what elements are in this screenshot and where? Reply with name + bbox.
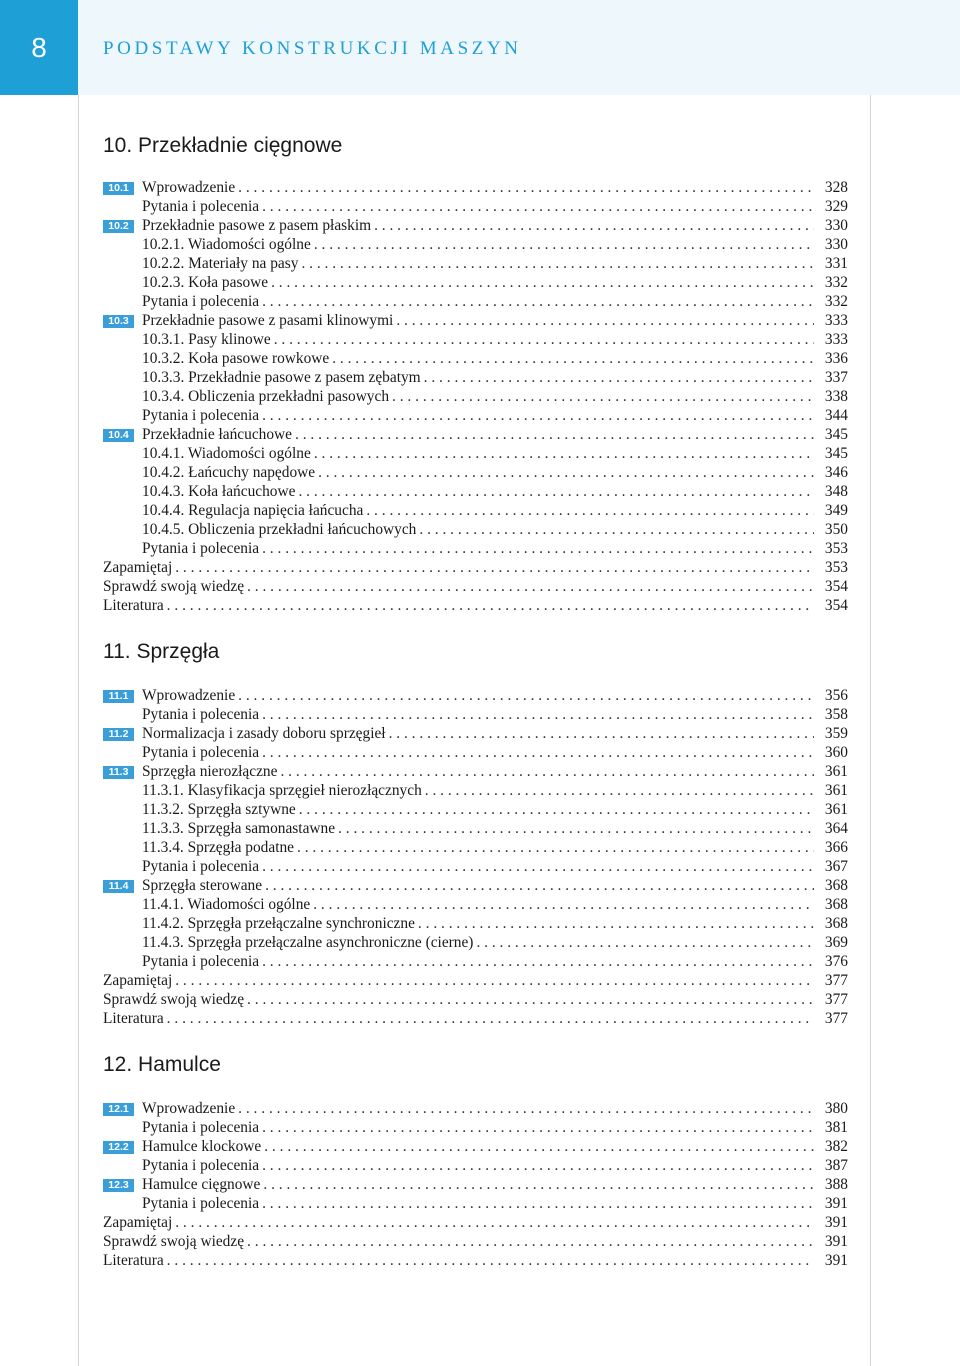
toc-entry-text: Pytania i polecenia <box>142 1195 260 1212</box>
toc-entry-text: 11.4.1. Wiadomości ogólne <box>142 896 311 913</box>
toc-entry[interactable] <box>103 933 848 952</box>
toc-entry[interactable] <box>103 425 848 444</box>
toc-entry-label <box>142 762 277 781</box>
toc-page-number: 353 <box>824 540 848 557</box>
toc-entry-text: Pytania i polecenia <box>142 1119 260 1136</box>
toc-page-number: 345 <box>824 445 848 462</box>
toc-entry[interactable] <box>103 1213 848 1232</box>
dot-leader <box>175 1213 814 1232</box>
toc-page-number: 348 <box>824 483 848 500</box>
toc-entry[interactable] <box>103 1137 848 1156</box>
toc-entry[interactable] <box>103 876 848 895</box>
chapter-title: 12. Hamulce <box>103 1053 221 1076</box>
dot-leader <box>262 1118 814 1137</box>
toc-page-number: 345 <box>824 426 848 443</box>
dot-leader <box>247 577 814 596</box>
toc-entry-label <box>103 539 259 558</box>
toc-entry[interactable] <box>103 990 848 1009</box>
toc-page-number: 376 <box>824 953 848 970</box>
toc-entry[interactable] <box>103 273 848 292</box>
toc-entry-text: 10.4.4. Regulacja napięcia łańcucha <box>142 502 364 519</box>
dot-leader <box>301 254 814 273</box>
toc-entry-text: Pytania i polecenia <box>142 293 260 310</box>
toc-entry-text: 10.3.1. Pasy klinowe <box>142 331 271 348</box>
dot-leader <box>175 971 814 990</box>
toc-entry-text: 11.4.3. Sprzęgła przełączalne asynchroniczne (cierne) <box>142 934 474 951</box>
section-number-badge: 10.3 <box>103 315 134 328</box>
toc-page-number: 382 <box>824 1138 848 1155</box>
toc-entry-label <box>142 1099 235 1118</box>
toc-entry-text: 10.4.3. Koła łańcuchowe <box>142 483 296 500</box>
toc-entry-text: 11.3.1. Klasyfikacja sprzęgieł nierozłącznych <box>142 782 422 799</box>
dot-leader <box>167 596 814 615</box>
left-margin-rule <box>78 95 79 1366</box>
toc-page-number: 361 <box>824 763 848 780</box>
toc-entry-text: Pytania i polecenia <box>142 1157 260 1174</box>
toc-entry-text: Literatura <box>103 597 164 614</box>
toc-entry[interactable] <box>103 501 848 520</box>
dot-leader <box>175 558 814 577</box>
toc-entry[interactable] <box>103 482 848 501</box>
dot-leader <box>167 1009 814 1028</box>
toc-entry-text: 11.4.2. Sprzęgła przełączalne synchroniczne <box>142 915 415 932</box>
dot-leader <box>396 311 814 330</box>
section-number-badge: 10.2 <box>103 220 134 233</box>
toc-entry-label <box>103 1009 164 1028</box>
toc-entry-text: Przekładnie pasowe z pasami klinowymi <box>142 312 394 329</box>
toc-entry-label <box>142 178 235 197</box>
toc-entry-label <box>103 1251 164 1270</box>
toc-entry[interactable] <box>103 596 848 615</box>
section-number-badge: 12.3 <box>103 1179 134 1192</box>
toc-page-number: 361 <box>824 801 848 818</box>
toc-entry[interactable] <box>103 705 848 724</box>
toc-page-number: 330 <box>824 217 848 234</box>
toc-page-number: 369 <box>824 934 848 951</box>
dot-leader <box>419 520 814 539</box>
toc-entry[interactable] <box>103 1194 848 1213</box>
toc-entry-text: Przekładnie łańcuchowe <box>142 426 292 443</box>
dot-leader <box>262 857 814 876</box>
toc-entry[interactable] <box>103 520 848 539</box>
dot-leader <box>314 235 814 254</box>
dot-leader <box>264 1137 814 1156</box>
toc-page-number: 377 <box>824 1010 848 1027</box>
dot-leader <box>263 1175 814 1194</box>
dot-leader <box>297 838 814 857</box>
toc-entry-text: Wprowadzenie <box>142 1100 236 1117</box>
toc-entry-label <box>103 990 244 1009</box>
running-title: PODSTAWY KONSTRUKCJI MASZYN <box>103 38 522 59</box>
toc-page-number: 332 <box>824 274 848 291</box>
toc-entry[interactable] <box>103 1251 848 1270</box>
toc-entry[interactable] <box>103 1009 848 1028</box>
toc-entry[interactable] <box>103 539 848 558</box>
toc-entry[interactable] <box>103 463 848 482</box>
toc-entry-text: Zapamiętaj <box>103 972 173 989</box>
toc-entry-label <box>103 349 329 368</box>
dot-leader <box>262 1156 814 1175</box>
dot-leader <box>262 539 814 558</box>
toc-entry-label <box>142 686 235 705</box>
toc-entry[interactable] <box>103 558 848 577</box>
section-number-badge: 11.3 <box>103 766 134 779</box>
toc-page-number: 344 <box>824 407 848 424</box>
toc-entry[interactable] <box>103 857 848 876</box>
toc-entry[interactable] <box>103 444 848 463</box>
toc-page-number: 354 <box>824 597 848 614</box>
toc-entry-label <box>103 895 310 914</box>
toc-entry-text: Pytania i polecenia <box>142 706 260 723</box>
dot-leader <box>262 197 814 216</box>
table-of-contents <box>103 128 848 1270</box>
chapter-section <box>103 128 848 615</box>
toc-entry[interactable] <box>103 914 848 933</box>
toc-entry-text: 10.3.3. Przekładnie pasowe z pasem zębatym <box>142 369 421 386</box>
toc-entry[interactable] <box>103 1232 848 1251</box>
dot-leader <box>262 952 814 971</box>
toc-entry-label <box>103 330 271 349</box>
toc-entry-label <box>103 368 421 387</box>
toc-entry[interactable] <box>103 254 848 273</box>
toc-entry[interactable] <box>103 819 848 838</box>
toc-entry-text: 10.4.5. Obliczenia przekładni łańcuchowych <box>142 521 417 538</box>
dot-leader <box>265 876 814 895</box>
toc-entry-text: Sprzęgła sterowane <box>142 877 263 894</box>
dot-leader <box>389 724 814 743</box>
toc-entry[interactable] <box>103 1118 848 1137</box>
dot-leader <box>262 406 814 425</box>
toc-entry-label <box>103 705 259 724</box>
toc-entry-text: 10.3.2. Koła pasowe rowkowe <box>142 350 330 367</box>
toc-page-number: 391 <box>824 1252 848 1269</box>
toc-page-number: 333 <box>824 312 848 329</box>
toc-entry-label <box>103 857 259 876</box>
toc-page-number: 353 <box>824 559 848 576</box>
dot-leader <box>167 1251 814 1270</box>
toc-entry[interactable] <box>103 743 848 762</box>
toc-entry-label <box>142 311 393 330</box>
toc-entry-label <box>103 558 172 577</box>
toc-page-number: 361 <box>824 782 848 799</box>
toc-page-number: 391 <box>824 1233 848 1250</box>
toc-page-number: 331 <box>824 255 848 272</box>
toc-page-number: 350 <box>824 521 848 538</box>
toc-page-number: 366 <box>824 839 848 856</box>
toc-entry-label <box>103 1232 244 1251</box>
dot-leader <box>238 178 814 197</box>
toc-entry-text: Sprawdź swoją wiedzę <box>103 1233 245 1250</box>
toc-entry[interactable] <box>103 800 848 819</box>
toc-page-number: 388 <box>824 1176 848 1193</box>
toc-entry[interactable] <box>103 311 848 330</box>
toc-page-number: 368 <box>824 915 848 932</box>
dot-leader <box>295 425 814 444</box>
toc-page-number: 360 <box>824 744 848 761</box>
toc-entry-label <box>103 501 363 520</box>
page-number: 8 <box>31 31 47 63</box>
toc-entry-text: 10.2.2. Materiały na pasy <box>142 255 299 272</box>
toc-page-number: 336 <box>824 350 848 367</box>
toc-page-number: 337 <box>824 369 848 386</box>
toc-entry-text: Sprzęgła nierozłączne <box>142 763 278 780</box>
toc-entry-label <box>142 1175 260 1194</box>
toc-entry-text: Wprowadzenie <box>142 687 236 704</box>
toc-entry-label <box>103 463 315 482</box>
toc-entry[interactable] <box>103 577 848 596</box>
toc-page-number: 333 <box>824 331 848 348</box>
toc-entry-label <box>103 933 473 952</box>
toc-entry-text: Zapamiętaj <box>103 559 173 576</box>
dot-leader <box>238 1099 814 1118</box>
dot-leader <box>476 933 814 952</box>
chapter-title: 10. Przekładnie cięgnowe <box>103 134 343 157</box>
chapter-section <box>103 634 848 1028</box>
toc-entry-label <box>103 482 295 501</box>
toc-page-number: 391 <box>824 1214 848 1231</box>
toc-entry-label <box>103 1156 259 1175</box>
toc-entry[interactable] <box>103 781 848 800</box>
toc-entry-text: Literatura <box>103 1010 164 1027</box>
right-margin-rule <box>870 95 871 1366</box>
toc-entry[interactable] <box>103 952 848 971</box>
toc-entry-text: Pytania i polecenia <box>142 858 260 875</box>
section-number-badge: 12.2 <box>103 1141 134 1154</box>
toc-entry-label <box>103 952 259 971</box>
toc-entry-label <box>103 577 244 596</box>
dot-leader <box>314 444 814 463</box>
toc-entry-text: Wprowadzenie <box>142 179 236 196</box>
toc-page-number: 368 <box>824 877 848 894</box>
toc-entry-label <box>142 876 262 895</box>
dot-leader <box>271 273 814 292</box>
toc-entry[interactable] <box>103 292 848 311</box>
toc-entry-label <box>103 273 268 292</box>
dot-leader <box>262 292 814 311</box>
toc-page-number: 377 <box>824 991 848 1008</box>
dot-leader <box>238 686 814 705</box>
toc-entry[interactable] <box>103 197 848 216</box>
section-number-badge: 11.1 <box>103 690 134 703</box>
toc-page-number: 391 <box>824 1195 848 1212</box>
toc-entry-label <box>142 1137 261 1156</box>
toc-entry-text: Pytania i polecenia <box>142 407 260 424</box>
section-number-badge: 10.4 <box>103 429 134 442</box>
toc-entry-text: Hamulce klockowe <box>142 1138 262 1155</box>
dot-leader <box>338 819 814 838</box>
chapter-section <box>103 1047 848 1270</box>
dot-leader <box>298 482 814 501</box>
toc-page-number: 349 <box>824 502 848 519</box>
toc-page-number: 367 <box>824 858 848 875</box>
toc-page-number: 356 <box>824 687 848 704</box>
toc-page-number: 338 <box>824 388 848 405</box>
toc-entry[interactable] <box>103 838 848 857</box>
dot-leader <box>425 781 814 800</box>
toc-entry[interactable] <box>103 216 848 235</box>
toc-entry-text: Pytania i polecenia <box>142 198 260 215</box>
page-number-box <box>0 0 78 95</box>
toc-entry-label <box>103 1213 172 1232</box>
toc-entry-label <box>103 838 294 857</box>
toc-entry-label <box>103 914 415 933</box>
dot-leader <box>392 387 814 406</box>
toc-entry-label <box>103 819 335 838</box>
toc-page-number: 380 <box>824 1100 848 1117</box>
chapter-title: 11. Sprzęgła <box>103 640 220 663</box>
section-number-badge: 11.2 <box>103 728 134 741</box>
toc-page-number: 332 <box>824 293 848 310</box>
dot-leader <box>318 463 814 482</box>
toc-page-number: 330 <box>824 236 848 253</box>
toc-entry-text: Pytania i polecenia <box>142 540 260 557</box>
toc-entry-text: Sprawdź swoją wiedzę <box>103 991 245 1008</box>
toc-entry[interactable] <box>103 1175 848 1194</box>
toc-entry-label <box>103 1118 259 1137</box>
toc-page-number: 364 <box>824 820 848 837</box>
dot-leader <box>299 800 814 819</box>
toc-entry[interactable] <box>103 686 848 705</box>
dot-leader <box>247 1232 814 1251</box>
toc-entry-text: Pytania i polecenia <box>142 744 260 761</box>
section-number-badge: 11.4 <box>103 880 134 893</box>
toc-page-number: 359 <box>824 725 848 742</box>
section-number-badge: 12.1 <box>103 1103 134 1116</box>
toc-entry-label <box>103 743 259 762</box>
toc-entry-label <box>103 596 164 615</box>
toc-entry-text: 10.3.4. Obliczenia przekładni pasowych <box>142 388 390 405</box>
dot-leader <box>247 990 814 1009</box>
toc-page-number: 387 <box>824 1157 848 1174</box>
dot-leader <box>374 216 814 235</box>
toc-page-number: 328 <box>824 179 848 196</box>
toc-entry-label <box>103 781 422 800</box>
toc-page-number: 354 <box>824 578 848 595</box>
toc-entry[interactable] <box>103 762 848 781</box>
section-number-badge: 10.1 <box>103 182 134 195</box>
toc-entry-text: Przekładnie pasowe z pasem płaskim <box>142 217 372 234</box>
toc-entry-label <box>103 800 296 819</box>
toc-entry[interactable] <box>103 178 848 197</box>
toc-entry-text: Pytania i polecenia <box>142 953 260 970</box>
toc-entry-text: Normalizacja i zasady doboru sprzęgieł <box>142 725 386 742</box>
toc-entry-label <box>103 254 298 273</box>
toc-page-number: 358 <box>824 706 848 723</box>
toc-entry-text: 10.2.3. Koła pasowe <box>142 274 269 291</box>
toc-entry-label <box>103 1194 259 1213</box>
toc-entry-label <box>142 425 292 444</box>
toc-entry-text: Literatura <box>103 1252 164 1269</box>
toc-entry-label <box>103 387 389 406</box>
toc-entry-text: 10.2.1. Wiadomości ogólne <box>142 236 311 253</box>
toc-entry-label <box>142 724 386 743</box>
toc-entry[interactable] <box>103 387 848 406</box>
dot-leader <box>280 762 814 781</box>
toc-entry-label <box>103 444 311 463</box>
toc-page-number: 346 <box>824 464 848 481</box>
toc-entry[interactable] <box>103 1099 848 1118</box>
dot-leader <box>418 914 814 933</box>
toc-entry[interactable] <box>103 368 848 387</box>
dot-leader <box>274 330 814 349</box>
toc-page-number: 377 <box>824 972 848 989</box>
toc-entry-text: Hamulce cięgnowe <box>142 1176 261 1193</box>
toc-entry-label <box>103 292 259 311</box>
toc-entry-text: 11.3.2. Sprzęgła sztywne <box>142 801 296 818</box>
dot-leader <box>262 1194 814 1213</box>
toc-entry-label <box>142 216 371 235</box>
toc-entry-label <box>103 235 311 254</box>
toc-entry-label <box>103 971 172 990</box>
toc-entry[interactable] <box>103 330 848 349</box>
toc-entry-text: Sprawdź swoją wiedzę <box>103 578 245 595</box>
dot-leader <box>424 368 814 387</box>
toc-page-number: 368 <box>824 896 848 913</box>
toc-entry[interactable] <box>103 895 848 914</box>
dot-leader <box>366 501 814 520</box>
dot-leader <box>332 349 814 368</box>
dot-leader <box>262 705 814 724</box>
toc-entry-label <box>103 197 259 216</box>
toc-entry[interactable] <box>103 971 848 990</box>
dot-leader <box>262 743 814 762</box>
toc-entry-text: 11.3.3. Sprzęgła samonastawne <box>142 820 336 837</box>
toc-entry-text: 10.4.2. Łańcuchy napędowe <box>142 464 316 481</box>
toc-entry[interactable] <box>103 1156 848 1175</box>
toc-entry-text: 10.4.1. Wiadomości ogólne <box>142 445 311 462</box>
toc-entry-label <box>103 406 259 425</box>
toc-entry-text: Zapamiętaj <box>103 1214 173 1231</box>
toc-page-number: 329 <box>824 198 848 215</box>
toc-entry-label <box>103 520 416 539</box>
toc-entry[interactable] <box>103 406 848 425</box>
dot-leader <box>313 895 814 914</box>
toc-entry[interactable] <box>103 724 848 743</box>
toc-entry[interactable] <box>103 349 848 368</box>
toc-page-number: 381 <box>824 1119 848 1136</box>
toc-entry-text: 11.3.4. Sprzęgła podatne <box>142 839 295 856</box>
toc-entry[interactable] <box>103 235 848 254</box>
